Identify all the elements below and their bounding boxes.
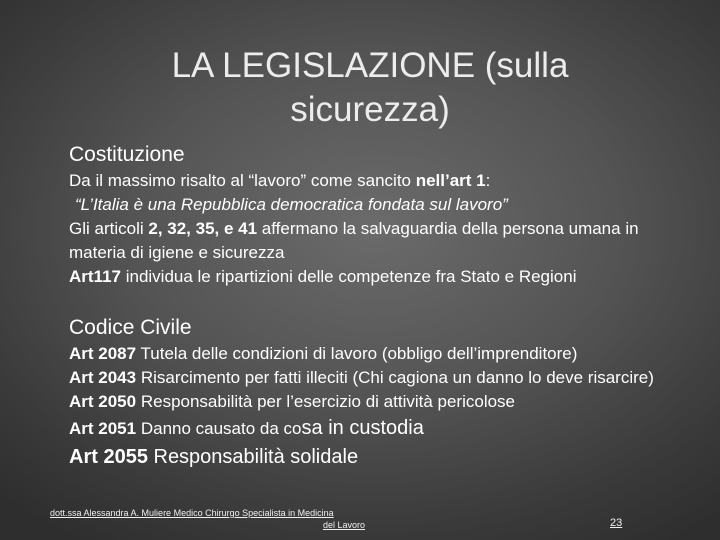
codice-item-3-text: Responsabilità per l’esercizio di attività pericolose [136,392,516,411]
costituzione-line-1 [69,169,684,193]
footer-author-line-2[interactable]: del Lavoro [322,520,365,530]
codice-item-4-art: Art 2051 [69,419,137,438]
codice-item-4 [69,414,684,443]
costituzione-quote-text: “L’Italia è una Repubblica democratica fondata sul lavoro” [75,195,508,214]
costituzione-article-ref: nell’art 1 [415,171,486,190]
costituzione-line-1-text: Da il massimo risalto al “lavoro” come sancito [69,171,416,190]
codice-item-1-text: Tutela delle condizioni di lavoro (obbligo dell’imprenditore) [136,344,578,363]
costituzione-articles: 2, 32, 35, e 41 [148,219,258,238]
costituzione-line-3-text: Gli articoli [69,219,149,238]
section-heading-costituzione: Costituzione [69,143,185,166]
costituzione-line-3 [69,217,684,265]
costituzione-quote [69,193,684,217]
codice-item-1 [69,342,684,366]
codice-item-5 [69,443,684,471]
codice-item-2 [69,366,684,390]
codice-item-3-art: Art 2050 [69,392,137,411]
costituzione-line-1-end: : [485,171,491,190]
codice-item-4-text-large: sa in custodia [301,417,424,439]
costituzione-line-3-rest: affermano la salvaguardia della persona umana in materia di igiene e sicurezza [69,219,639,262]
codice-item-2-art: Art 2043 [69,368,137,387]
footer-author-line-1[interactable]: dott.ssa Alessandra A. Muliere Medico Chirurgo Specialista in Medicina [50,508,334,518]
costituzione-line-4 [69,265,684,289]
codice-item-1-art: Art 2087 [69,344,137,363]
costituzione-body [69,169,684,289]
slide-title: LA LEGISLAZIONE (sulla sicurezza) [171,46,569,129]
codice-civile-body [69,342,684,471]
codice-item-3 [69,390,684,414]
page-number[interactable]: 23 [610,517,623,529]
costituzione-line-4-text: individua le ripartizioni delle competenze fra Stato e Regioni [120,267,577,286]
codice-item-5-text: Responsabilità solidale [147,446,359,468]
footer-author[interactable] [50,507,365,531]
codice-item-5-art: Art 2055 [69,446,148,468]
codice-item-2-text: Risarcimento per fatti illeciti (Chi cagiona un danno lo deve risarcire) [136,368,654,387]
codice-item-4-text: Danno causato da co [136,419,302,438]
costituzione-art117: Art117 [69,267,121,286]
section-heading-codice-civile: Codice Civile [69,316,192,339]
